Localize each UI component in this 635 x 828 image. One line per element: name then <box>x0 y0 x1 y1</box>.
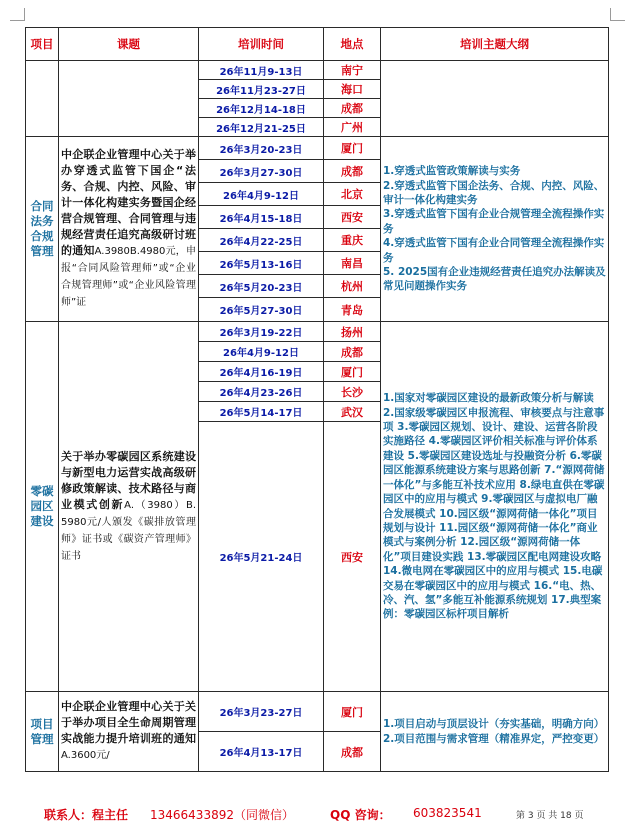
date-cell: 26年5月20-23日 <box>199 275 324 298</box>
date-cell: 26年5月21-24日 <box>199 422 324 692</box>
location-cell: 厦门 <box>324 137 381 160</box>
course-note: A.3980B.4980元，申报“合同风险管理师”或“企业合规管理师”或“企业风险管理师”证 <box>61 246 196 308</box>
date-cell: 26年4月22-25日 <box>199 229 324 252</box>
outline-item: 5. 2025国有企业违规经营责任追究办法解读及常见问题操作实务 <box>383 266 606 293</box>
outline-cell <box>381 322 609 692</box>
location-cell: 重庆 <box>324 229 381 252</box>
date-cell: 26年4月23-26日 <box>199 382 324 402</box>
course-cell-empty <box>59 61 199 137</box>
table-row <box>26 61 609 80</box>
location-cell: 海口 <box>324 80 381 99</box>
outline-cell <box>381 137 609 322</box>
course-title: 关于举办零碳园区系统建设与新型电力运营实战高级研修政策解读、技术路径与商业模式创新 <box>61 449 196 511</box>
date-cell: 26年3月19-22日 <box>199 322 324 342</box>
header-outline: 培训主题大纲 <box>381 28 609 61</box>
qq-number: 603823541 <box>413 806 482 820</box>
course-cell <box>59 137 199 322</box>
section-label: 零碳园区建设 <box>26 322 59 692</box>
outline-item: 3.穿透式监管下国有企业合规管理全流程操作实务 <box>383 208 605 235</box>
location-cell: 西安 <box>324 206 381 229</box>
date-cell: 26年4月13-17日 <box>199 732 324 772</box>
date-cell: 26年4月16-19日 <box>199 362 324 382</box>
location-cell: 武汉 <box>324 402 381 422</box>
course-cell <box>59 692 199 772</box>
date-cell: 26年5月14-17日 <box>199 402 324 422</box>
date-cell: 26年12月14-18日 <box>199 99 324 118</box>
location-cell: 南宁 <box>324 61 381 80</box>
outline-item: 4.穿透式监管下国有企业合同管理全流程操作实务 <box>383 237 605 264</box>
section-label: 项目管理 <box>26 692 59 772</box>
date-cell: 26年5月13-16日 <box>199 252 324 275</box>
course-note: A.3600元/ <box>61 750 110 761</box>
location-cell: 扬州 <box>324 322 381 342</box>
header-time: 培训时间 <box>199 28 324 61</box>
location-cell: 成都 <box>324 160 381 183</box>
location-cell: 杭州 <box>324 275 381 298</box>
date-cell: 26年11月9-13日 <box>199 61 324 80</box>
outline-item: 1.项目启动与顶层设计（夯实基础，明确方向） <box>383 718 605 731</box>
date-cell: 26年11月23-27日 <box>199 80 324 99</box>
outline-item: 2.穿透式监管下国企法务、合规、内控、风险、审计一体化构建实务 <box>383 179 605 206</box>
course-note: A.（3980）B. 5980元/人颁发《碳排放管理师》证书或《碳资产管理师》证书 <box>61 499 197 562</box>
location-cell: 青岛 <box>324 298 381 322</box>
header-row <box>26 28 609 61</box>
date-cell: 26年3月23-27日 <box>199 692 324 732</box>
date-cell: 26年3月20-23日 <box>199 137 324 160</box>
header-section: 项目 <box>26 28 59 61</box>
contact-phone: 13466433892（同微信） <box>150 808 294 822</box>
qq-label: QQ 咨询： <box>330 808 391 822</box>
section-cell-empty <box>26 61 59 137</box>
location-cell: 南昌 <box>324 252 381 275</box>
location-cell: 北京 <box>324 183 381 206</box>
location-cell: 广州 <box>324 118 381 137</box>
outline-item: 1.穿透式监管政策解读与实务 <box>383 165 521 178</box>
outline-item: 2.项目范围与需求管理（精准界定，严控变更） <box>383 732 605 745</box>
location-cell: 西安 <box>324 422 381 692</box>
section-label: 合同法务合规管理 <box>26 137 59 322</box>
date-cell: 26年5月27-30日 <box>199 298 324 322</box>
date-cell: 26年3月27-30日 <box>199 160 324 183</box>
course-title: 中企联企业管理中心关于举办穿透式监管下国企“法务、合规、内控、风险、审计一体化构建实务暨国企经营合规管理、合同管理与违规经营责任追究高级研讨班的通知 <box>61 148 196 257</box>
location-cell: 成都 <box>324 342 381 362</box>
date-cell: 26年4月9-12日 <box>199 342 324 362</box>
contact-label: 联系人：程主任 <box>44 808 129 822</box>
outline-cell-empty <box>381 61 609 137</box>
location-cell: 厦门 <box>324 362 381 382</box>
crop-mark-top-left <box>10 8 25 21</box>
page-number: 第 3 页 共 18 页 <box>516 811 584 821</box>
course-title: 中企联企业管理中心关于关于举办项目全生命周期管理实战能力提升培训班的通知 <box>61 700 196 745</box>
page-footer <box>0 804 635 824</box>
outline-text: 1.国家对零碳园区建设的最新政策分析与解读 2.国家级零碳园区申报流程、审核要点与注意事项 3.零碳园区规划、设计、建设、运营各阶段实施路径 4.零碳园区评价相关标准与评价体系建设 5.零碳园区建设选址与投融资分析 6.零碳园区能源系统建设方案与思路创新 7.“源网荷储一体化”与多能互补技术应用 8.绿电直供在零碳园区中的应用与模式 9.零碳园区与虚拟电厂融合发展模式 10.园区级“源网荷储一体化”项目规划与设计 11.园区级“源网荷储一体化”商业模式与案例分析 12.园区级“源网荷储一体化”项目建设实践 13.零碳园区配电网建设攻略 14.微电网在零碳园区中的应用与模式 15.电碳交易在零碳园区中的应用与模式 16.“电、热、冷、汽、氢”多能互补能源系统规划 17.典型案例：零碳园区标杆项目解析 <box>383 392 605 621</box>
table-row <box>26 137 609 160</box>
location-cell: 长沙 <box>324 382 381 402</box>
table-row <box>26 322 609 342</box>
location-cell: 成都 <box>324 99 381 118</box>
table-row <box>26 692 609 732</box>
date-cell: 26年12月21-25日 <box>199 118 324 137</box>
outline-cell <box>381 692 609 772</box>
header-place: 地点 <box>324 28 381 61</box>
crop-mark-top-right <box>610 8 625 21</box>
header-course: 课题 <box>59 28 199 61</box>
location-cell: 厦门 <box>324 692 381 732</box>
location-cell: 成都 <box>324 732 381 772</box>
training-schedule-table <box>25 27 609 772</box>
date-cell: 26年4月15-18日 <box>199 206 324 229</box>
date-cell: 26年4月9-12日 <box>199 183 324 206</box>
course-cell <box>59 322 199 692</box>
